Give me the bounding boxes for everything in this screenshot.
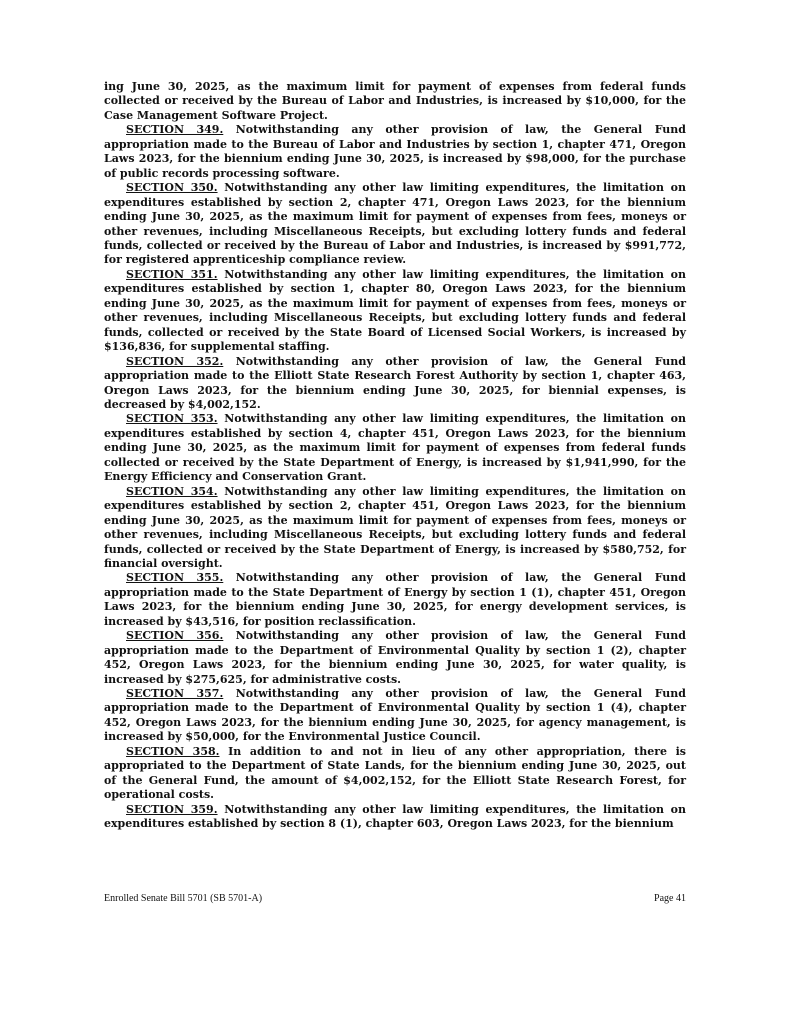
section-paragraph	[104, 571, 686, 629]
section-text: In addition to and not in lieu of any other appropriation, there is appropriated to the Department of State Lands, for the biennium ending June 30, 2025, out of the General Fund, the amount of $4,002,152, for the Elliott State Research Forest, for operational costs.	[104, 744, 686, 802]
section-text: Notwithstanding any other provision of law, the General Fund appropriation made to the State Department of Energy by section 1 (1), chapter 451, Oregon Laws 2023, for the biennium ending June 30, 2025, for energy development services, is increased by $43,516, for position reclassification.	[104, 571, 686, 628]
section-number: SECTION 354.	[126, 484, 218, 498]
section-text: Notwithstanding any other law limiting expenditures, the limitation on expenditures established by section 8 (1), chapter 603, Oregon Laws 2023, for the biennium	[104, 802, 686, 831]
section-paragraph	[104, 268, 686, 355]
section-paragraph	[104, 485, 686, 572]
section-text: Notwithstanding any other law limiting expenditures, the limitation on expenditures established by section 4, chapter 451, Oregon Laws 2023, for the biennium ending June 30, 2025, as the maximum limit for payment of expenses from federal funds collected or received by the State Department of Energy, is increased by $1,941,990, for the Energy Efficiency and Conservation Grant.	[104, 412, 686, 484]
footer-page-number: Page 41	[654, 893, 686, 904]
section-number: SECTION 355.	[126, 571, 224, 585]
section-number: SECTION 356.	[126, 629, 224, 643]
section-number: SECTION 351.	[126, 267, 218, 281]
section-number: SECTION 350.	[126, 181, 218, 195]
section-number: SECTION 358.	[126, 744, 220, 758]
section-text: Notwithstanding any other provision of law, the General Fund appropriation made to the Bureau of Labor and Industries by section 1, chapter 471, Oregon Laws 2023, for the biennium ending June 30, 2025, is increased by $98,000, for the purchase of public records processing software.	[104, 123, 686, 180]
section-paragraph	[104, 181, 686, 268]
section-paragraph	[104, 629, 686, 687]
section-number: SECTION 349.	[126, 123, 224, 137]
section-paragraph	[104, 123, 686, 181]
section-paragraph	[104, 687, 686, 745]
section-number: SECTION 352.	[126, 354, 224, 368]
section-number: SECTION 357.	[126, 687, 224, 701]
section-number: SECTION 359.	[126, 802, 218, 816]
section-text: Notwithstanding any other provision of law, the General Fund appropriation made to the Department of Environmental Quality by section 1 (2), chapter 452, Oregon Laws 2023, for the biennium ending June 30, 2025, for water quality, is increased by $275,625, for administrative costs.	[104, 629, 686, 686]
section-text: Notwithstanding any other law limiting expenditures, the limitation on expenditures established by section 2, chapter 471, Oregon Laws 2023, for the biennium ending June 30, 2025, as the maximum limit for payment of expenses from fees, moneys or other revenues, including Miscellaneous Receipts, but excluding lottery funds and federal funds, collected or received by the Bureau of Labor and Industries, is increased by $991,772, for registered apprenticeship compliance review.	[104, 181, 686, 267]
section-text: ing June 30, 2025, as the maximum limit for payment of expenses from federal funds collected or received by the Bureau of Labor and Industries, is increased by $10,000, for the Case Management Software Project.	[104, 80, 686, 122]
section-paragraph	[104, 745, 686, 803]
footer-bill-title: Enrolled Senate Bill 5701 (SB 5701-A)	[104, 893, 263, 904]
section-text: Notwithstanding any other provision of law, the General Fund appropriation made to the Elliott State Research Forest Authority by section 1, chapter 463, Oregon Laws 2023, for the biennium ending June 30, 2025, for biennial expenses, is decreased by $4,002,152.	[104, 354, 686, 411]
section-paragraph	[104, 355, 686, 413]
section-text: Notwithstanding any other provision of law, the General Fund appropriation made to the Department of Environmental Quality by section 1 (4), chapter 452, Oregon Laws 2023, for the biennium ending June 30, 2025, for agency management, is increased by $50,000, for the Environmental Justice Council.	[104, 687, 686, 744]
section-text: Notwithstanding any other law limiting expenditures, the limitation on expenditures established by section 1, chapter 80, Oregon Laws 2023, for the biennium ending June 30, 2025, as the maximum limit for payment of expenses from fees, moneys or other revenues, including Miscellaneous Receipts, but excluding lottery funds and federal funds, collected or received by the State Board of Licensed Social Workers, is increased by $136,836, for supplemental staffing.	[104, 267, 686, 354]
section-paragraph	[104, 412, 686, 484]
section-text: Notwithstanding any other law limiting expenditures, the limitation on expenditures established by section 2, chapter 451, Oregon Laws 2023, for the biennium ending June 30, 2025, as the maximum limit for payment of expenses from fees, moneys or other revenues, including Miscellaneous Receipts, but excluding lottery funds and federal funds, collected or received by the State Department of Energy, is increased by $580,752, for financial oversight.	[104, 484, 686, 570]
continuation-paragraph	[104, 80, 686, 123]
section-number: SECTION 353.	[126, 412, 218, 426]
section-paragraph	[104, 803, 686, 832]
document-body	[104, 80, 686, 832]
